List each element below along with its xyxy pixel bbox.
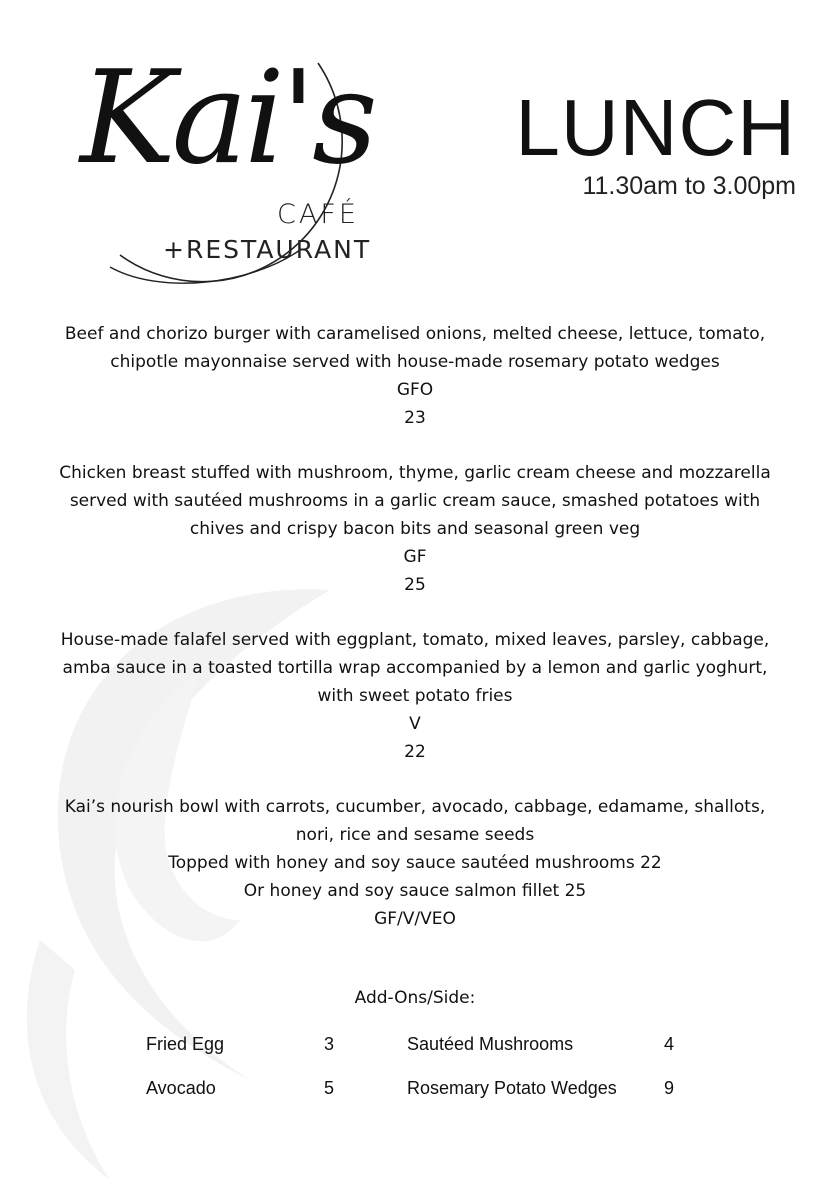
dish-line: chipotle mayonnaise served with house-made rosemary potato wedges: [110, 352, 720, 372]
dish-line: Or honey and soy sauce salmon fillet 25: [243, 881, 587, 901]
dish-chicken: [50, 459, 780, 599]
dish-dietary: GFO: [396, 380, 434, 400]
dish-line: Chicken breast stuffed with mushroom, thyme, garlic cream cheese and mozzarella: [59, 463, 771, 483]
dish-line: Topped with honey and soy sauce sautéed mushrooms 22: [168, 853, 662, 873]
addon-name: Fried Egg: [146, 1034, 225, 1054]
dish-price: 22: [404, 742, 426, 762]
addon-price: 5: [324, 1078, 335, 1098]
dish-price: 25: [404, 575, 426, 595]
menu-title: LUNCH: [515, 83, 796, 172]
addon-price: 9: [664, 1078, 675, 1098]
dish-line: served with sautéed mushrooms in a garlic cream sauce, smashed potatoes with: [69, 491, 761, 511]
logo-restaurant: +RESTAURANT: [163, 235, 372, 264]
dish-nourish-bowl: [50, 793, 780, 933]
menu-heading: [515, 83, 796, 201]
dish-line: nori, rice and sesame seeds: [295, 825, 535, 845]
dish-price: 23: [404, 408, 426, 428]
menu-list: [50, 320, 780, 960]
dish-dietary: GF/V/VEO: [374, 909, 456, 929]
logo: [40, 35, 374, 285]
dish-line: House-made falafel served with eggplant, tomato, mixed leaves, parsley, cabbage,: [60, 630, 770, 650]
addons-title: Add-Ons/Side:: [354, 988, 476, 1008]
logo-cafe: CAFÉ: [277, 199, 359, 230]
logo-kai: Kai's: [80, 44, 374, 193]
dish-falafel: [50, 626, 780, 766]
dish-line: chives and crispy bacon bits and seasonal green veg: [189, 519, 641, 539]
dish-line: with sweet potato fries: [317, 686, 513, 706]
dish-line: Kai’s nourish bowl with carrots, cucumber, avocado, cabbage, edamame, shallots,: [64, 797, 766, 817]
addon-name: Avocado: [146, 1078, 216, 1098]
dish-dietary: GF: [403, 547, 427, 567]
dish-burger: [50, 320, 780, 432]
addon-price: 3: [324, 1034, 335, 1054]
addon-name: Sautéed Mushrooms: [407, 1034, 574, 1054]
dish-dietary: V: [409, 714, 421, 734]
dish-line: amba sauce in a toasted tortilla wrap accompanied by a lemon and garlic yoghurt,: [62, 658, 768, 678]
addon-price: 4: [664, 1034, 675, 1054]
menu-hours: 11.30am to 3.00pm: [582, 172, 796, 200]
dish-line: Beef and chorizo burger with caramelised onions, melted cheese, lettuce, tomato,: [64, 324, 766, 344]
addon-name: Rosemary Potato Wedges: [407, 1078, 617, 1098]
